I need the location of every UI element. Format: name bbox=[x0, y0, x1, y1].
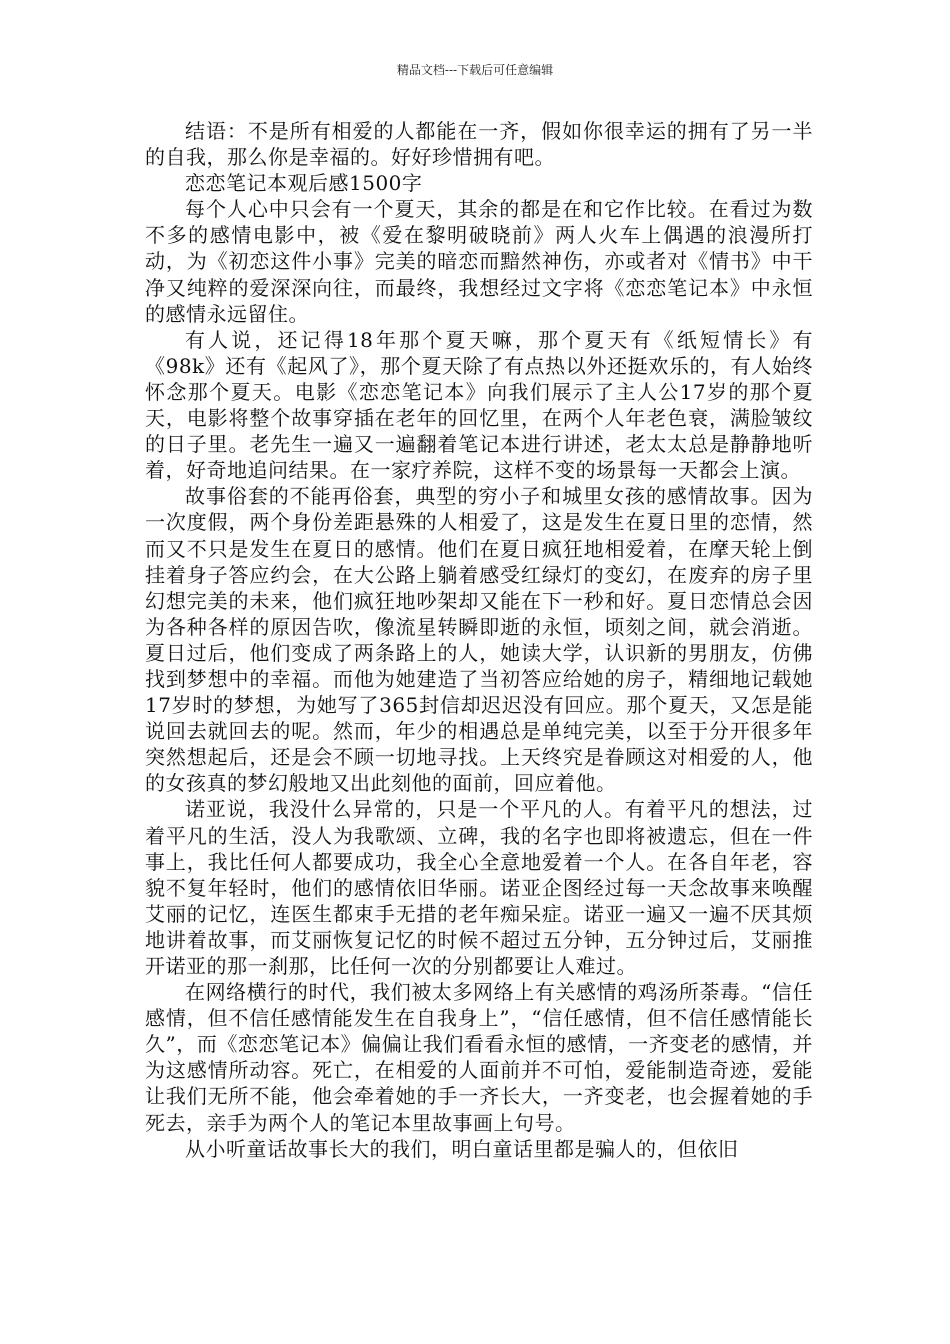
paragraph: 从小听童话故事长大的我们，明白童话里都是骗人的，但依旧 bbox=[185, 1136, 739, 1161]
paragraph-conclusion: 结语：不是所有相爱的人都能在一齐，假如你很幸运的拥有了另一半的自我，那么你是幸福的。好好珍惜拥有吧。 bbox=[145, 119, 813, 170]
document-body bbox=[145, 118, 813, 1162]
paragraph: 在网络横行的时代，我们被太多网络上有关感情的鸡汤所荼毒。“信任感情，但不信任感情能发生在自我身上”，“信任感情，但不信任感情能长久”，而《恋恋笔记本》偏偏让我们看看永恒的感情，一齐变老的感情，并为这感情所动容。死亡，在相爱的人面前并不可怕，爱能制造奇迹，爱能让我们无所不能，他会牵着她的手一齐长大，一齐变老，也会握着她的手死去，亲手为两个人的笔记本里故事画上句号。 bbox=[145, 980, 813, 1135]
paragraph: 有人说，还记得18年那个夏天嘛，那个夏天有《纸短情长》有《98k》还有《起风了》，那个夏天除了有点热以外还挺欢乐的，有人始终怀念那个夏天。电影《恋恋笔记本》向我们展示了主人公17岁的那个夏天，电影将整个故事穿插在老年的回忆里，在两个人年老色衰，满脸皱纹的日子里。老先生一遍又一遍翻着笔记本进行讲述，老太太总是静静地听着，好奇地追问结果。在一家疗养院，这样不变的场景每一天都会上演。 bbox=[145, 327, 813, 483]
section-title: 恋恋笔记本观后感1500字 bbox=[185, 171, 423, 196]
page-header: 精品文档---下载后可任意编辑 bbox=[396, 63, 554, 77]
paragraph: 每个人心中只会有一个夏天，其余的都是在和它作比较。在看过为数不多的感情电影中，被《爱在黎明破晓前》两人火车上偶遇的浪漫所打动，为《初恋这件小事》完美的暗恋而黯然神伤，亦或者对《情书》中干净又纯粹的爱深深向往，而最终，我想经过文字将《恋恋笔记本》中永恒的感情永远留住。 bbox=[145, 197, 813, 326]
paragraph: 故事俗套的不能再俗套，典型的穷小子和城里女孩的感情故事。因为一次度假，两个身份差距悬殊的人相爱了，这是发生在夏日里的恋情，然而又不只是发生在夏日的感情。他们在夏日疯狂地相爱着，在摩天轮上倒挂着身子答应约会，在大公路上躺着感受红绿灯的变幻，在废弃的房子里幻想完美的未来，他们疯狂地吵架却又能在下一秒和好。夏日恋情总会因为各种各样的原因告吹，像流星转瞬即逝的永恒，顷刻之间，就会消逝。夏日过后，他们变成了两条路上的人，她读大学，认识新的男朋友，仿佛找到梦想中的幸福。而他为她建造了当初答应给她的房子，精细地记载她17岁时的梦想，为她写了365封信却迟迟没有回应。那个夏天，又怎是能说回去就回去的呢。然而，年少的相遇总是单纯完美，以至于分开很多年突然想起后，还是会不顾一切地寻找。上天终究是眷顾这对相爱的人，他的女孩真的梦幻般地又出此刻他的面前，回应着他。 bbox=[145, 484, 813, 796]
paragraph: 诺亚说，我没什么异常的，只是一个平凡的人。有着平凡的想法，过着平凡的生活，没人为我歌颂、立碑，我的名字也即将被遗忘，但在一件事上，我比任何人都要成功，我全心全意地爱着一个人。在各自年老，容貌不复年轻时，他们的感情依旧华丽。诺亚企图经过每一天念故事来唤醒艾丽的记忆，连医生都束手无措的老年痴呆症。诺亚一遍又一遍不厌其烦地讲着故事，而艾丽恢复记忆的时候不超过五分钟，五分钟过后，艾丽推开诺亚的那一刹那，比任何一次的分别都要让人难过。 bbox=[145, 797, 813, 978]
